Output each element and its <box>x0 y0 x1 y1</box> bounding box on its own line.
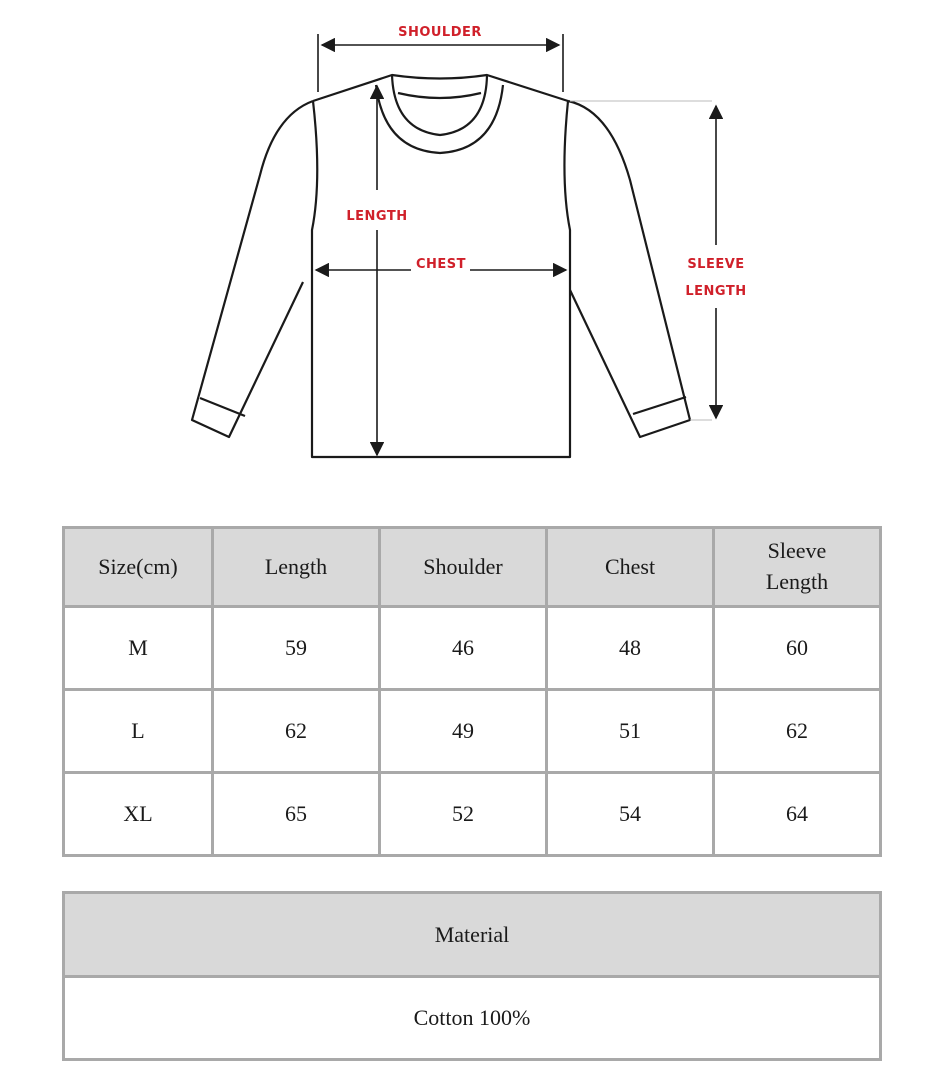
size-chart-table <box>62 526 882 857</box>
cell-chest: 51 <box>547 690 714 773</box>
header-shoulder: Shoulder <box>380 528 547 607</box>
shoulder-label: SHOULDER <box>398 25 482 40</box>
header-length: Length <box>213 528 380 607</box>
size-table-header-row <box>64 528 881 607</box>
cell-sleeve-length: 60 <box>714 607 881 690</box>
shoulder-measure <box>318 34 563 92</box>
material-value: Cotton 100% <box>64 977 881 1060</box>
material-header: Material <box>64 893 881 977</box>
cell-size: L <box>64 690 213 773</box>
table-row <box>64 607 881 690</box>
header-sleeve-length <box>714 528 881 607</box>
cell-size: M <box>64 607 213 690</box>
table-row <box>64 773 881 856</box>
cell-size: XL <box>64 773 213 856</box>
material-table <box>62 891 882 1061</box>
cell-length: 65 <box>213 773 380 856</box>
header-sleeve-line2: Length <box>765 569 829 594</box>
cell-sleeve-length: 64 <box>714 773 881 856</box>
cell-shoulder: 49 <box>380 690 547 773</box>
cell-chest: 54 <box>547 773 714 856</box>
table-row <box>64 690 881 773</box>
header-chest: Chest <box>547 528 714 607</box>
sleeve-label-line1: SLEEVE <box>687 257 745 272</box>
header-size: Size(cm) <box>64 528 213 607</box>
sleeve-label-line2: LENGTH <box>685 284 747 299</box>
cell-shoulder: 46 <box>380 607 547 690</box>
header-sleeve-line1: Sleeve <box>767 538 827 564</box>
cell-length: 59 <box>213 607 380 690</box>
cell-length: 62 <box>213 690 380 773</box>
length-label: LENGTH <box>346 209 408 224</box>
cell-chest: 48 <box>547 607 714 690</box>
cell-sleeve-length: 62 <box>714 690 881 773</box>
shirt-measurement-diagram <box>0 0 944 480</box>
chest-label: CHEST <box>415 257 467 272</box>
cell-shoulder: 52 <box>380 773 547 856</box>
